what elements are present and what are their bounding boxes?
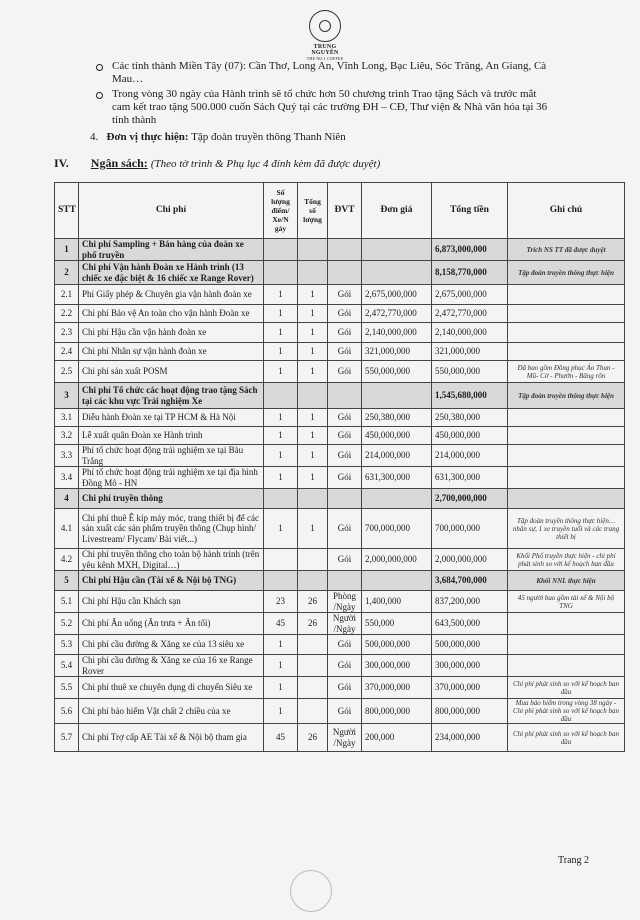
cell-total: 631,300,000 — [432, 467, 508, 489]
cell-total-qty: 1 — [298, 445, 328, 467]
cell-unit: Gói — [328, 655, 362, 677]
cell-stt: 5.4 — [55, 655, 79, 677]
cell-price: 800,000,000 — [362, 699, 432, 724]
cell-stt: 2.2 — [55, 305, 79, 323]
cell-note — [508, 635, 625, 655]
cell-unit: Gói — [328, 285, 362, 305]
cell-total-qty: 26 — [298, 591, 328, 613]
table-row — [55, 467, 625, 489]
bullet-item — [112, 60, 612, 86]
table-row — [55, 699, 625, 724]
cell-total-qty — [298, 655, 328, 677]
table-row — [55, 655, 625, 677]
header-cell: Chi phí — [79, 183, 264, 239]
cell-total: 450,000,000 — [432, 427, 508, 445]
cell-stt: 4.2 — [55, 549, 79, 571]
section-iv — [54, 157, 380, 171]
cell-unit — [328, 261, 362, 285]
cell-total-qty: 26 — [298, 724, 328, 752]
cell-note: Đã bao gồm Đồng phục Áo Thun - Mũ- Cờ - Phướn - Băng rôn — [508, 361, 625, 383]
cell-total-qty: 1 — [298, 361, 328, 383]
cell-price: 250,380,000 — [362, 409, 432, 427]
cell-total-qty — [298, 383, 328, 409]
cell-name: Lễ xuất quân Đoàn xe Hành trình — [79, 427, 264, 445]
cell-stt: 5.6 — [55, 699, 79, 724]
cell-total-qty — [298, 489, 328, 509]
cell-stt: 5.5 — [55, 677, 79, 699]
cell-qty: 1 — [264, 305, 298, 323]
cell-price — [362, 383, 432, 409]
cell-note: Tập đoàn truyền thông thực hiện — [508, 383, 625, 409]
cell-name: Phí tổ chức hoạt động trải nghiệm xe tại địa hình Đồng Mô - HN — [79, 467, 264, 489]
cell-unit: Gói — [328, 635, 362, 655]
cell-qty: 45 — [264, 613, 298, 635]
cell-note: Tập đoàn truyền thông thực hiện — [508, 261, 625, 285]
cell-name: Chi phí Ăn uống (Ăn trưa + Ăn tối) — [79, 613, 264, 635]
table-row — [55, 613, 625, 635]
cell-qty — [264, 383, 298, 409]
cell-price: 200,000 — [362, 724, 432, 752]
cell-price: 2,675,000,000 — [362, 285, 432, 305]
cell-unit: Gói — [328, 699, 362, 724]
cell-qty — [264, 571, 298, 591]
cell-name: Chi phí Nhân sự vận hành đoàn xe — [79, 343, 264, 361]
table-row — [55, 724, 625, 752]
cell-qty: 1 — [264, 677, 298, 699]
cell-name: Chi phí cầu đường & Xăng xe của 16 xe Range Rover — [79, 655, 264, 677]
cell-stt: 2.3 — [55, 323, 79, 343]
cell-unit: Gói — [328, 677, 362, 699]
cell-price: 631,300,000 — [362, 467, 432, 489]
bullet-line: cam kết trao tặng 500.000 cuốn Sách Quý tại các trường ĐH – CĐ, Thư viện & Nhà văn hóa tại 36 — [112, 101, 548, 113]
logo-tagline: THE NO.1 COFFEE — [306, 56, 344, 61]
cell-total-qty: 1 — [298, 509, 328, 549]
cell-qty: 1 — [264, 343, 298, 361]
bullet-line: Các tỉnh thành Miền Tây (07): Cần Thơ, Long An, Vĩnh Long, Bạc Liêu, Sóc Trăng, An Giang, Cà — [112, 60, 547, 72]
cell-stt: 3.2 — [55, 427, 79, 445]
cell-total-qty: 1 — [298, 323, 328, 343]
cell-qty — [264, 549, 298, 571]
cell-unit: Gói — [328, 509, 362, 549]
cell-price: 2,140,000,000 — [362, 323, 432, 343]
table-row — [55, 445, 625, 467]
cell-total: 8,158,770,000 — [432, 261, 508, 285]
cell-qty — [264, 261, 298, 285]
cell-total-qty — [298, 677, 328, 699]
cell-stt: 5.3 — [55, 635, 79, 655]
cell-total: 1,545,680,000 — [432, 383, 508, 409]
cell-name: Chi phí cầu đường & Xăng xe của 13 siêu xe — [79, 635, 264, 655]
cell-total: 550,000,000 — [432, 361, 508, 383]
cell-qty: 1 — [264, 699, 298, 724]
page-number: Trang 2 — [558, 855, 590, 866]
cell-unit: Gói — [328, 409, 362, 427]
cell-name: Chi phí thuê Ê kíp máy móc, trang thiết bị để các sản xuất các sản phẩm truyền thông (Chụp hình/ Livestream/ Flycam/ Bài viết...) — [79, 509, 264, 549]
cell-total-qty — [298, 699, 328, 724]
header-cell: Số lượng điểm/ Xe/N gày — [264, 183, 298, 239]
cell-total: 2,140,000,000 — [432, 323, 508, 343]
cell-name: Chi phí Hậu cần Khách sạn — [79, 591, 264, 613]
cell-stt: 2 — [55, 261, 79, 285]
cell-note: Khối NNL thực hiện — [508, 571, 625, 591]
table-header-row — [55, 183, 625, 239]
bullet-item — [112, 88, 612, 127]
cell-stt: 5 — [55, 571, 79, 591]
cell-price: 550,000,000 — [362, 361, 432, 383]
bullet-icon — [96, 92, 103, 99]
cell-note — [508, 323, 625, 343]
cell-stt: 4 — [55, 489, 79, 509]
cell-unit: Gói — [328, 427, 362, 445]
cell-price: 214,000,000 — [362, 445, 432, 467]
cell-total-qty: 1 — [298, 285, 328, 305]
bullet-line: tỉnh thành — [112, 114, 157, 126]
cell-name: Chi phí sản xuất POSM — [79, 361, 264, 383]
bullet-icon — [96, 64, 103, 71]
cell-qty: 1 — [264, 323, 298, 343]
table-row — [55, 361, 625, 383]
cell-unit: Gói — [328, 445, 362, 467]
table-row — [55, 635, 625, 655]
cell-price: 2,000,000,000 — [362, 549, 432, 571]
cell-price: 550,000 — [362, 613, 432, 635]
cell-qty: 1 — [264, 409, 298, 427]
cell-price: 321,000,000 — [362, 343, 432, 361]
cell-unit: Gói — [328, 549, 362, 571]
section-note: (Theo tờ trình & Phụ lục 4 đính kèm đã được duyệt) — [150, 158, 381, 170]
cell-unit: Người /Ngày — [328, 613, 362, 635]
cell-name: Chi phí Bảo vệ An toàn cho vận hành Đoàn xe — [79, 305, 264, 323]
cell-unit: Gói — [328, 323, 362, 343]
table-row — [55, 677, 625, 699]
cell-stt: 2.1 — [55, 285, 79, 305]
cell-total: 500,000,000 — [432, 635, 508, 655]
cell-total-qty — [298, 571, 328, 591]
cell-note — [508, 655, 625, 677]
bullet-line: Mau… — [112, 73, 144, 85]
table-row — [55, 305, 625, 323]
cell-unit — [328, 383, 362, 409]
cell-unit: Gói — [328, 361, 362, 383]
cell-stt: 2.4 — [55, 343, 79, 361]
stamp-mark — [290, 870, 332, 912]
cell-note — [508, 427, 625, 445]
logo-brand: TRUNG NGUYÊN — [311, 44, 339, 56]
cell-qty: 1 — [264, 427, 298, 445]
cell-total: 643,500,000 — [432, 613, 508, 635]
cell-stt: 2.5 — [55, 361, 79, 383]
cell-stt: 3 — [55, 383, 79, 409]
cell-stt: 5.2 — [55, 613, 79, 635]
table-row — [55, 409, 625, 427]
cell-note: Chi phí phát sinh so với kế hoạch ban đầu — [508, 724, 625, 752]
cell-name: Chi phí thuê xe chuyên dụng di chuyển Siêu xe — [79, 677, 264, 699]
cell-stt: 3.4 — [55, 467, 79, 489]
cell-unit: Gói — [328, 467, 362, 489]
cell-qty — [264, 239, 298, 261]
cell-name: Phí tổ chức hoạt động trải nghiệm xe tại Bàu Trắng — [79, 445, 264, 467]
budget-table — [54, 182, 625, 752]
cell-qty: 45 — [264, 724, 298, 752]
cell-total-qty — [298, 261, 328, 285]
cell-unit: Người /Ngày — [328, 724, 362, 752]
cell-unit: Gói — [328, 305, 362, 323]
cell-qty: 1 — [264, 655, 298, 677]
cell-unit — [328, 239, 362, 261]
header-cell: Tổng số lượng — [298, 183, 328, 239]
cell-total-qty: 1 — [298, 343, 328, 361]
cell-name: Chi phí bảo hiểm Vật chất 2 chiều của xe — [79, 699, 264, 724]
cell-total-qty: 1 — [298, 467, 328, 489]
cell-name: Chi phí truyền thông — [79, 489, 264, 509]
cell-note: Trích NS TT đã được duyệt — [508, 239, 625, 261]
cell-name: Chi phí Vận hành Đoàn xe Hành trình (13 chiếc xe đặc biệt & 16 chiếc xe Range Rover) — [79, 261, 264, 285]
cell-stt: 4.1 — [55, 509, 79, 549]
section-number: IV. — [54, 156, 69, 170]
table-section-row — [55, 239, 625, 261]
header-cell: Đơn giá — [362, 183, 432, 239]
header-cell: ĐVT — [328, 183, 362, 239]
table-row — [55, 549, 625, 571]
header-cell: STT — [55, 183, 79, 239]
cell-total: 800,000,000 — [432, 699, 508, 724]
cell-name: Chi phí Hậu cần vận hành đoàn xe — [79, 323, 264, 343]
cell-total: 214,000,000 — [432, 445, 508, 467]
cell-qty — [264, 489, 298, 509]
table-row — [55, 323, 625, 343]
header-cell: Ghi chú — [508, 183, 625, 239]
cell-unit — [328, 489, 362, 509]
cell-total: 2,000,000,000 — [432, 549, 508, 571]
cell-price: 500,000,000 — [362, 635, 432, 655]
cell-total: 321,000,000 — [432, 343, 508, 361]
cell-qty: 23 — [264, 591, 298, 613]
cell-name: Chi phí Hậu cần (Tài xế & Nội bộ TNG) — [79, 571, 264, 591]
cell-stt: 1 — [55, 239, 79, 261]
cell-note — [508, 343, 625, 361]
cell-total: 250,380,000 — [432, 409, 508, 427]
section-label: Đơn vị thực hiện: — [106, 131, 189, 143]
cell-qty: 1 — [264, 635, 298, 655]
cell-name: Phí Giấy phép & Chuyên gia vận hành đoàn xe — [79, 285, 264, 305]
cell-qty: 1 — [264, 361, 298, 383]
table-section-row — [55, 383, 625, 409]
logo-emblem-icon — [309, 10, 341, 42]
cell-name: Chi phí truyền thông cho toàn bộ hành trình (trên yêu kênh MXH, Digital…) — [79, 549, 264, 571]
cell-price: 1,400,000 — [362, 591, 432, 613]
cell-qty: 1 — [264, 445, 298, 467]
cell-stt: 3.3 — [55, 445, 79, 467]
cell-stt: 5.7 — [55, 724, 79, 752]
cell-unit — [328, 571, 362, 591]
cell-name: Diễu hành Đoàn xe tại TP HCM & Hà Nội — [79, 409, 264, 427]
cell-total-qty: 1 — [298, 427, 328, 445]
cell-total: 3,684,700,000 — [432, 571, 508, 591]
cell-total: 2,700,000,000 — [432, 489, 508, 509]
cell-price — [362, 489, 432, 509]
table-section-row — [55, 261, 625, 285]
cell-note: Khối Phố truyền thực hiện - chi phí phát sinh so với kế hoạch ban đầu — [508, 549, 625, 571]
section-number: 4. — [90, 131, 99, 143]
cell-stt: 5.1 — [55, 591, 79, 613]
cell-name: Chi phí Trợ cấp AE Tài xế & Nội bộ tham gia — [79, 724, 264, 752]
section-4 — [90, 131, 346, 144]
cell-note — [508, 445, 625, 467]
cell-name: Chi phí Sampling + Bán hàng của đoàn xe phố truyền — [79, 239, 264, 261]
table-row — [55, 285, 625, 305]
table-section-row — [55, 571, 625, 591]
cell-note: Tập đoàn truyền thông thực hiện… nhân sự, 1 xe truyền tuổi và các trang thiết bị — [508, 509, 625, 549]
table-section-row — [55, 489, 625, 509]
cell-price — [362, 239, 432, 261]
cell-note — [508, 305, 625, 323]
cell-unit: Phòng /Ngày — [328, 591, 362, 613]
cell-total: 6,873,000,000 — [432, 239, 508, 261]
cell-total-qty — [298, 635, 328, 655]
cell-price: 2,472,770,000 — [362, 305, 432, 323]
cell-total: 234,000,000 — [432, 724, 508, 752]
cell-price — [362, 571, 432, 591]
section-label: Ngân sách: — [90, 156, 148, 170]
cell-price — [362, 261, 432, 285]
cell-unit: Gói — [328, 343, 362, 361]
table-row — [55, 591, 625, 613]
cell-stt: 3.1 — [55, 409, 79, 427]
cell-qty: 1 — [264, 467, 298, 489]
table-row — [55, 509, 625, 549]
company-logo — [300, 10, 350, 61]
section-value: Tập đoàn truyền thông Thanh Niên — [191, 131, 346, 143]
cell-note — [508, 409, 625, 427]
cell-price: 450,000,000 — [362, 427, 432, 445]
cell-note: Chi phí phát sinh so với kế hoạch ban đầu — [508, 677, 625, 699]
cell-price: 370,000,000 — [362, 677, 432, 699]
cell-total: 700,000,000 — [432, 509, 508, 549]
table-row — [55, 343, 625, 361]
cell-total: 2,675,000,000 — [432, 285, 508, 305]
cell-note — [508, 285, 625, 305]
table-row — [55, 427, 625, 445]
cell-note — [508, 613, 625, 635]
cell-total: 300,000,000 — [432, 655, 508, 677]
cell-price: 300,000,000 — [362, 655, 432, 677]
cell-total-qty — [298, 239, 328, 261]
cell-total: 837,200,000 — [432, 591, 508, 613]
cell-qty: 1 — [264, 509, 298, 549]
cell-note: 45 người bao gồm tài xế & Nội bộ TNG — [508, 591, 625, 613]
cell-note: Mua bảo hiểm trong vòng 38 ngày - Chi phí phát sinh so với kế hoạch ban đầu — [508, 699, 625, 724]
cell-total: 2,472,770,000 — [432, 305, 508, 323]
cell-note — [508, 467, 625, 489]
cell-total-qty: 26 — [298, 613, 328, 635]
cell-total-qty: 1 — [298, 409, 328, 427]
cell-total-qty — [298, 549, 328, 571]
cell-total: 370,000,000 — [432, 677, 508, 699]
cell-qty: 1 — [264, 285, 298, 305]
cell-total-qty: 1 — [298, 305, 328, 323]
cell-price: 700,000,000 — [362, 509, 432, 549]
cell-note — [508, 489, 625, 509]
cell-name: Chi phí Tổ chức các hoạt động trao tặng Sách tại các khu vực Trải nghiệm Xe — [79, 383, 264, 409]
bullet-line: Trong vòng 30 ngày của Hành trình sẽ tổ chức hơn 50 chương trình Trao tặng Sách và trước mắt — [112, 88, 537, 100]
header-cell: Tổng tiền — [432, 183, 508, 239]
